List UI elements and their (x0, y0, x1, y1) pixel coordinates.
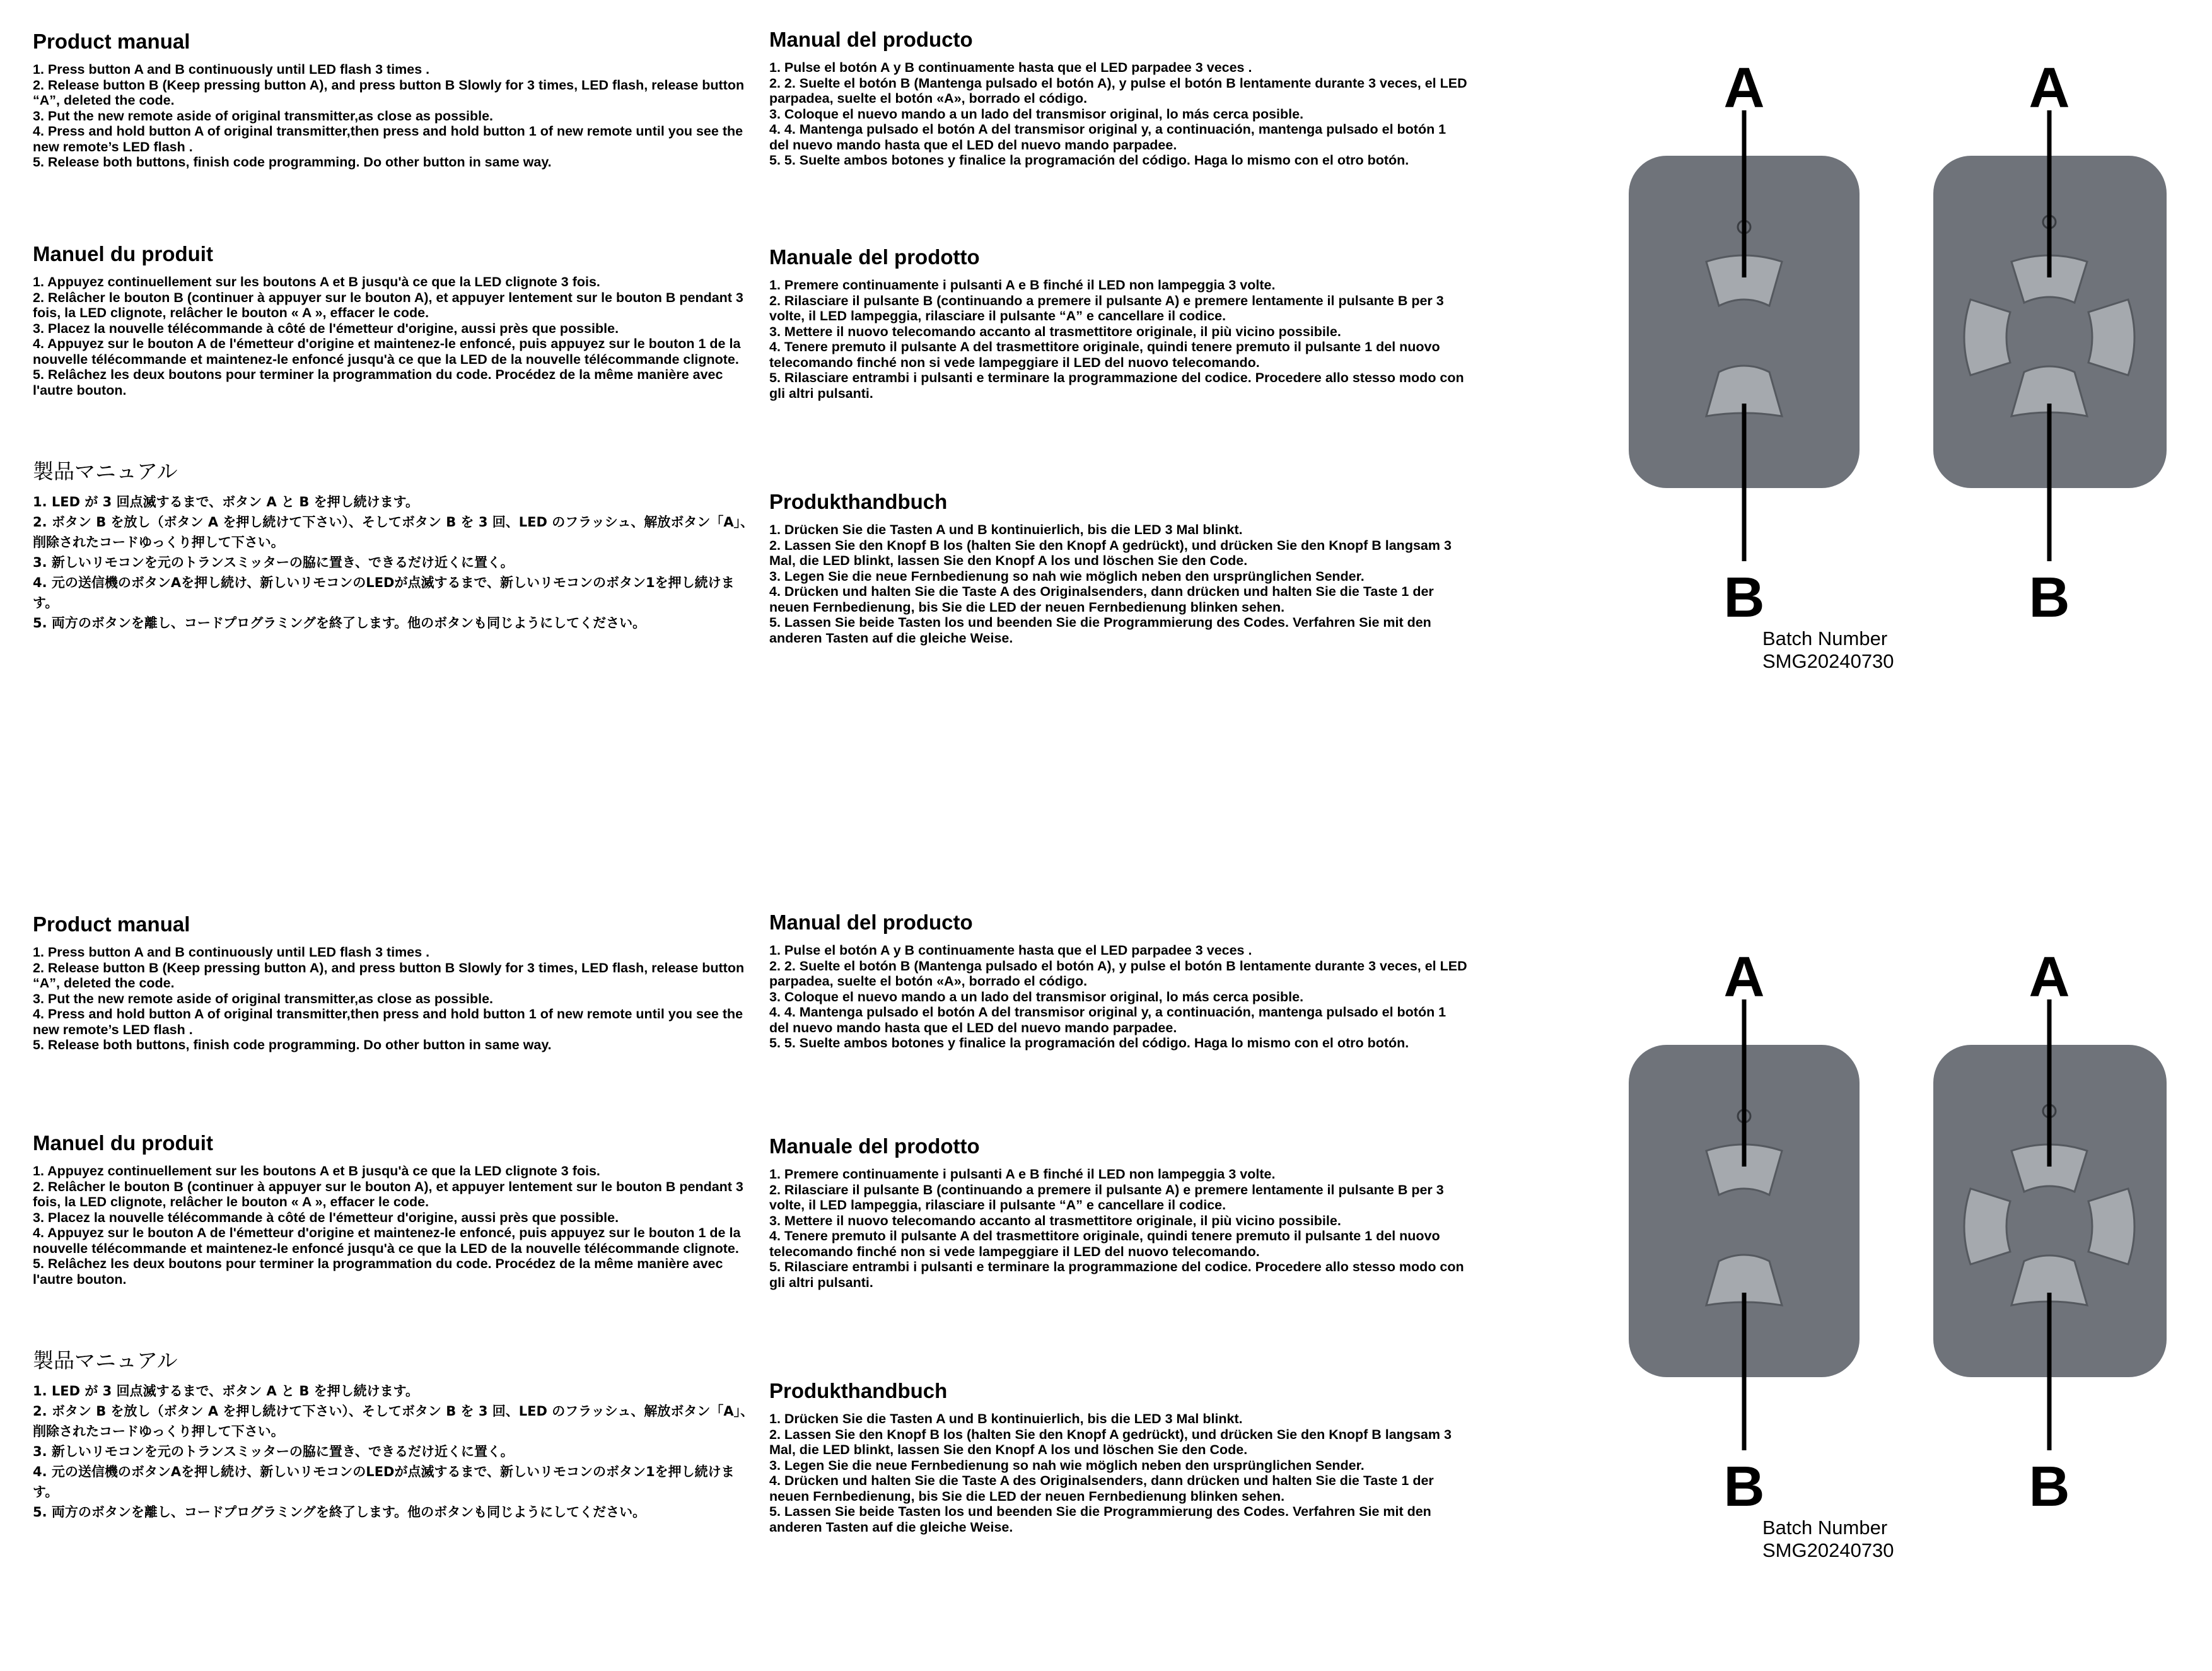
step: 1. Press button A and B continuously until LED flash 3 times . (33, 945, 430, 960)
step: 5. 5. Suelte ambos botones y finalice la programación del código. Haga lo mismo con el otro botón. (769, 1035, 1409, 1051)
section-title: Manual del producto (769, 28, 973, 51)
step: 4. Appuyez sur le bouton A de l'émetteur d'origine et maintenez-le enfoncé, puis appuyez sur le bouton 1 de la nouvelle télécommande et maintenez-le enfoncé jusqu'à ce que la LED de la nouvelle télécommande clignote. (33, 1225, 741, 1256)
step: 5. 両方のボタンを離し、コードプログラミングを終了します。他のボタンも同じようにしてください。 (33, 1505, 646, 1520)
button-right-shape (2088, 1189, 2134, 1264)
remote-diagram (1614, 927, 2182, 1557)
step: 5. Lassen Sie beide Tasten los und beenden Sie die Programmierung des Codes. Verfahren Sie mit den anderen Tasten auf die gleiche Weise. (769, 1504, 1431, 1535)
section-title: Produkthandbuch (769, 490, 948, 513)
step: 1. Appuyez continuellement sur les boutons A et B jusqu'à ce que la LED clignote 3 fois. (33, 274, 600, 289)
section-manuel-du-produit (33, 243, 758, 398)
label-b: B (2029, 1455, 2070, 1518)
remote-diagram (1614, 38, 2182, 668)
button-left-shape (1964, 1189, 2010, 1264)
label-a: A (1723, 946, 1765, 1009)
section-title: 製品マニュアル (33, 1348, 178, 1373)
step: 3. Put the new remote aside of original transmitter,as close as possible. (33, 991, 494, 1006)
section-title: Manuel du produit (33, 242, 213, 265)
step: 2. Relâcher le bouton B (continuer à appuyer sur le bouton A), et appuyer lentement sur le bouton B pendant 3 fois, la LED clignote, relâcher le bouton « A », effacer le code. (33, 1179, 743, 1209)
label-a: A (2029, 946, 2070, 1009)
label-a: A (1723, 57, 1765, 120)
section-manuel-du-produit (33, 1132, 758, 1287)
label-b: B (1723, 566, 1765, 629)
step: 3. Coloque el nuevo mando a un lado del transmisor original, lo más cerca posible. (769, 106, 1304, 122)
step: 3. 新しいリモコンを元のトランスミッターの脇に置き、できるだけ近くに置く。 (33, 555, 514, 570)
step: 2. Rilasciare il pulsante B (continuando a premere il pulsante A) e premere lentamente il pulsante B per 3 volte, il LED lampeggia, rilasciare il pulsante “A” e cancellare il codice. (769, 293, 1444, 323)
step: 2. ボタン B を放し（ボタン A を押し続けて下さい）、そしてボタン B を 3 回、LED のフラッシュ、解放ボタン「A」、削除されたコードゆっくり押して下さい。 (33, 1404, 754, 1439)
step: 1. Drücken Sie die Tasten A und B kontinuierlich, bis die LED 3 Mal blinkt. (769, 1411, 1243, 1426)
step: 2. Rilasciare il pulsante B (continuando a premere il pulsante A) e premere lentamente il pulsante B per 3 volte, il LED lampeggia, rilasciare il pulsante “A” e cancellare il codice. (769, 1182, 1444, 1213)
label-b: B (1723, 1455, 1765, 1518)
section-title: Product manual (33, 30, 190, 53)
step: 1. Pulse el botón A y B continuamente hasta que el LED parpadee 3 veces . (769, 943, 1252, 958)
section-title: Manuale del prodotto (769, 245, 980, 269)
remote-two-button (1629, 946, 1860, 1518)
section-title: 製品マニュアル (33, 459, 178, 484)
step: 4. 元の送信機のボタンAを押し続け、新しいリモコンのLEDが点滅するまで、新しいリモコンのボタン1を押し続けます。 (33, 575, 735, 610)
step: 1. Drücken Sie die Tasten A und B kontinuierlich, bis die LED 3 Mal blinkt. (769, 522, 1243, 537)
step: 4. Press and hold button A of original transmitter,then press and hold button 1 of new remote until you see the new remote’s LED flash . (33, 1006, 743, 1037)
step: 3. Placez la nouvelle télécommande à côté de l'émetteur d'origine, aussi près que possible. (33, 1209, 619, 1225)
step: 1. Premere continuamente i pulsanti A e B finché il LED non lampeggia 3 volte. (769, 277, 1276, 293)
step: 4. 元の送信機のボタンAを押し続け、新しいリモコンのLEDが点滅するまで、新しいリモコンのボタン1を押し続けます。 (33, 1464, 735, 1499)
section-manuale-del-prodotto (769, 246, 1469, 401)
step: 3. Put the new remote aside of original transmitter,as close as possible. (33, 108, 494, 124)
step: 3. Coloque el nuevo mando a un lado del transmisor original, lo más cerca posible. (769, 989, 1304, 1004)
step: 3. 新しいリモコンを元のトランスミッターの脇に置き、できるだけ近くに置く。 (33, 1444, 514, 1459)
step: 2. 2. Suelte el botón B (Mantenga pulsado el botón A), y pulse el botón B lentamente durante 3 veces, el LED parpadea, suelte el botón «A», borrado el código. (769, 958, 1467, 989)
section-title: Manuel du produit (33, 1131, 213, 1155)
step: 1. Press button A and B continuously until LED flash 3 times . (33, 62, 430, 77)
step: 1. Premere continuamente i pulsanti A e B finché il LED non lampeggia 3 volte. (769, 1167, 1276, 1182)
step: 3. Legen Sie die neue Fernbedienung so nah wie möglich neben den ursprünglichen Sender. (769, 568, 1365, 584)
step: 4. Tenere premuto il pulsante A del trasmettitore originale, quindi tenere premuto il pulsante 1 del nuovo telecomando finché non si vede lampeggiare il LED del nuovo telecomando. (769, 1228, 1440, 1259)
step: 5. Lassen Sie beide Tasten los und beenden Sie die Programmierung des Codes. Verfahren Sie mit den anderen Tasten auf die gleiche Weise. (769, 615, 1431, 646)
section-title: Manual del producto (769, 911, 973, 934)
label-b: B (2029, 566, 2070, 629)
manual-sheet-bottom (0, 889, 2212, 1671)
section-produkthandbuch (769, 1380, 1469, 1535)
step: 5. 両方のボタンを離し、コードプログラミングを終了します。他のボタンも同じようにしてください。 (33, 615, 646, 631)
section-product-manual (33, 30, 758, 170)
step: 3. Placez la nouvelle télécommande à côté de l'émetteur d'origine, aussi près que possible. (33, 320, 619, 336)
step: 2. 2. Suelte el botón B (Mantenga pulsado el botón A), y pulse el botón B lentamente durante 3 veces, el LED parpadea, suelte el botón «A», borrado el código. (769, 75, 1467, 106)
step: 1. LED が 3 回点滅するまで、ボタン A と B を押し続けます。 (33, 494, 419, 509)
section-manuale-del-prodotto (769, 1135, 1469, 1290)
step: 4. Appuyez sur le bouton A de l'émetteur d'origine et maintenez-le enfoncé, puis appuyez sur le bouton 1 de la nouvelle télécommande et maintenez-le enfoncé jusqu'à ce que la LED de la nouvelle télécommande clignote. (33, 336, 741, 367)
step: 5. 5. Suelte ambos botones y finalice la programación del código. Haga lo mismo con el otro botón. (769, 153, 1409, 168)
step: 5. Rilasciare entrambi i pulsanti e terminare la programmazione del codice. Procedere allo stesso modo con gli altri pulsanti. (769, 1259, 1464, 1290)
section-product-manual (33, 913, 758, 1053)
section-title: Product manual (33, 912, 190, 936)
step: 1. LED が 3 回点滅するまで、ボタン A と B を押し続けます。 (33, 1383, 419, 1399)
step: 3. Mettere il nuovo telecomando accanto al trasmettitore originale, il più vicino possibile. (769, 323, 1341, 339)
step: 5. Release both buttons, finish code programming. Do other button in same way. (33, 1037, 552, 1052)
section-japanese-manual (33, 460, 758, 633)
batch-number: Batch Number SMG20240730 (1762, 1517, 1894, 1561)
section-produkthandbuch (769, 491, 1469, 646)
section-manual-del-producto (769, 28, 1469, 168)
remote-two-button (1629, 57, 1860, 629)
step: 4. 4. Mantenga pulsado el botón A del transmisor original y, a continuación, mantenga pulsado el botón 1 del nuevo mando hasta que el LED del nuevo mando parpadee. (769, 122, 1447, 153)
step: 2. Lassen Sie den Knopf B los (halten Sie den Knopf A gedrückt), und drücken Sie den Knopf B langsam 3 Mal, die LED blinkt, lassen Sie den Knopf A los und löschen Sie den Code. (769, 537, 1452, 568)
section-japanese-manual (33, 1349, 758, 1522)
section-manual-del-producto (769, 911, 1469, 1051)
step: 5. Rilasciare entrambi i pulsanti e terminare la programmazione del codice. Procedere allo stesso modo con gli altri pulsanti. (769, 370, 1464, 401)
step: 1. Pulse el botón A y B continuamente hasta que el LED parpadee 3 veces . (769, 60, 1252, 75)
step: 2. Release button B (Keep pressing button A), and press button B Slowly for 3 times, LED flash, release button “A”, deleted the code. (33, 960, 745, 991)
step: 2. Release button B (Keep pressing button A), and press button B Slowly for 3 times, LED flash, release button “A”, deleted the code. (33, 77, 745, 108)
batch-number: Batch Number SMG20240730 (1762, 627, 1894, 672)
remote-four-button (1933, 57, 2167, 629)
step: 4. Drücken und halten Sie die Taste A des Originalsenders, dann drücken und halten Sie die Taste 1 der neuen Fernbedienung, bis Sie die LED der neuen Fernbedienung blinken sehen. (769, 1473, 1434, 1504)
label-a: A (2029, 57, 2070, 120)
step: 4. Tenere premuto il pulsante A del trasmettitore originale, quindi tenere premuto il pulsante 1 del nuovo telecomando finché non si vede lampeggiare il LED del nuovo telecomando. (769, 339, 1440, 370)
step: 5. Relâchez les deux boutons pour terminer la programmation du code. Procédez de la même manière avec l'autre bouton. (33, 1256, 723, 1287)
step: 2. ボタン B を放し（ボタン A を押し続けて下さい）、そしてボタン B を 3 回、LED のフラッシュ、解放ボタン「A」、削除されたコードゆっくり押して下さい。 (33, 515, 754, 550)
step: 5. Relâchez les deux boutons pour terminer la programmation du code. Procédez de la même manière avec l'autre bouton. (33, 367, 723, 398)
section-title: Produkthandbuch (769, 1379, 948, 1402)
button-left-shape (1964, 300, 2010, 375)
button-right-shape (2088, 300, 2134, 375)
step: 3. Legen Sie die neue Fernbedienung so nah wie möglich neben den ursprünglichen Sender. (769, 1457, 1365, 1473)
step: 2. Lassen Sie den Knopf B los (halten Sie den Knopf A gedrückt), und drücken Sie den Knopf B langsam 3 Mal, die LED blinkt, lassen Sie den Knopf A los und löschen Sie den Code. (769, 1426, 1452, 1457)
step: 4. Press and hold button A of original transmitter,then press and hold button 1 of new remote until you see the new remote’s LED flash . (33, 124, 743, 154)
step: 5. Release both buttons, finish code programming. Do other button in same way. (33, 154, 552, 170)
section-title: Manuale del prodotto (769, 1134, 980, 1158)
step: 2. Relâcher le bouton B (continuer à appuyer sur le bouton A), et appuyer lentement sur le bouton B pendant 3 fois, la LED clignote, relâcher le bouton « A », effacer le code. (33, 289, 743, 320)
step: 4. Drücken und halten Sie die Taste A des Originalsenders, dann drücken und halten Sie die Taste 1 der neuen Fernbedienung, bis Sie die LED der neuen Fernbedienung blinken sehen. (769, 584, 1434, 615)
step: 4. 4. Mantenga pulsado el botón A del transmisor original y, a continuación, mantenga pulsado el botón 1 del nuevo mando hasta que el LED del nuevo mando parpadee. (769, 1004, 1447, 1035)
step: 1. Appuyez continuellement sur les boutons A et B jusqu'à ce que la LED clignote 3 fois. (33, 1163, 600, 1179)
step: 3. Mettere il nuovo telecomando accanto al trasmettitore originale, il più vicino possibile. (769, 1213, 1341, 1228)
manual-sheet-top (0, 0, 2212, 782)
remote-four-button (1933, 946, 2167, 1518)
